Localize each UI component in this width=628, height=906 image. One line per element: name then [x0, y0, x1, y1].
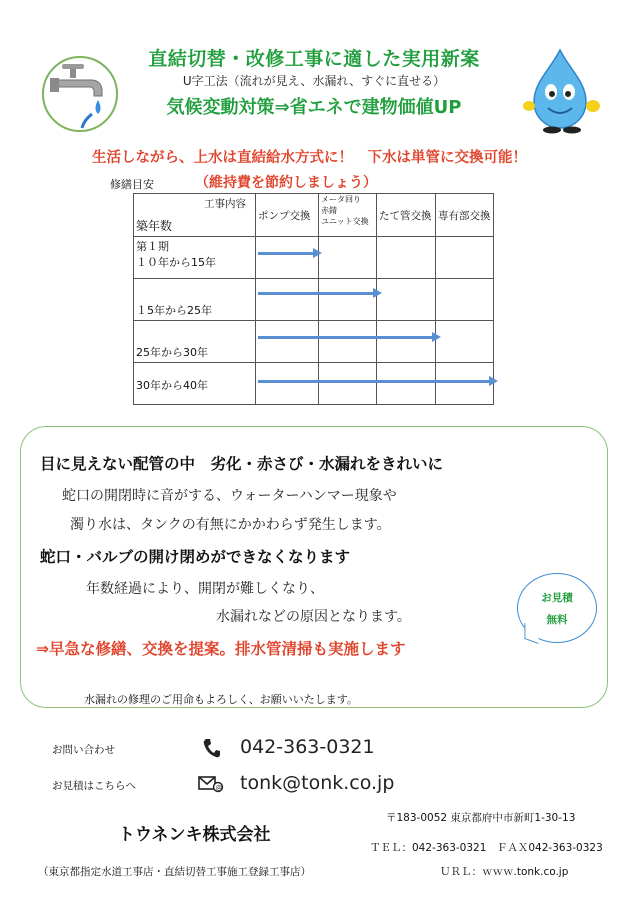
panel-proposal: ⇒早急な修繕、交換を提案。排水管清掃も実施します [36, 640, 406, 658]
website-url[interactable]: ＵＲＬ：ｗｗｗ.tonk.co.jp [440, 866, 569, 878]
page-subtitle: U字工法（流れが見え、水漏れ、すぐに直せる） [182, 74, 446, 88]
svg-text:@: @ [215, 783, 223, 792]
column-header-meter: メータ回り 赤錆 ユニット交換 [319, 194, 377, 237]
panel-text-2b: 水漏れなどの原因となります。 [216, 609, 411, 625]
schedule-arrow-period-4 [258, 380, 490, 383]
table-corner-cell [134, 194, 256, 237]
row-years-label: 25年から30年 [136, 346, 208, 359]
table-row [134, 279, 494, 321]
column-header-riser: たて管交換 [377, 194, 436, 237]
row-period-label: 第１期 [136, 240, 169, 253]
badge-line-2: 無料 [546, 614, 568, 626]
row-years-label: １０年から15年 [136, 256, 216, 269]
panel-heading-1: 目に見えない配管の中 劣化・赤さび・水漏れをきれいに [40, 455, 444, 473]
corner-top-label: 工事内容 [204, 198, 246, 210]
row-years-label: １5年から25年 [136, 304, 212, 317]
page-title: 直結切替・改修工事に適した実用新案 [148, 48, 480, 70]
company-name: トウネンキ株式会社 [118, 825, 271, 845]
intro-note: （維持費を節約しましょう） [195, 175, 377, 191]
corner-bottom-label: 築年数 [136, 219, 173, 233]
registration-note: （東京都指定水道工事店・直結切替工事施工登録工事店） [38, 866, 311, 878]
panel-text-1a: 蛇口の開閉時に音がする、ウォーターハンマー現象や [62, 488, 397, 504]
badge-line-1: お見積 [541, 592, 573, 604]
request-note: 水漏れの修理のご用命もよろしく、お願いいたします。 [84, 693, 358, 706]
column-header-pump: ポンプ交換 [256, 194, 319, 237]
schedule-arrow-period-3 [258, 336, 433, 339]
intro-line: 生活しながら、上水は直結給水方式に！ 下水は単管に交換可能！ [92, 150, 527, 166]
repair-schedule-table [133, 193, 494, 405]
panel-heading-2: 蛇口・バルブの開け閉めができなくなります [40, 548, 351, 566]
phone-number[interactable]: 042-363-0321 [240, 736, 375, 758]
row-years-label: 30年から40年 [136, 379, 208, 392]
free-estimate-badge [517, 573, 597, 643]
schedule-arrow-period-2 [258, 292, 374, 295]
inquiry-label: お問い合わせ [52, 744, 115, 756]
table-header-row [134, 194, 494, 237]
table-caption: 修繕目安 [110, 178, 154, 191]
table-row [134, 363, 494, 405]
schedule-arrow-period-1 [258, 252, 314, 255]
email-address[interactable]: tonk@tonk.co.jp [240, 772, 395, 794]
company-address: 〒183-0052 東京都府中市新町1-30-13 [386, 812, 576, 824]
panel-text-1b: 濁り水は、タンクの有無にかかわらず発生します。 [70, 517, 391, 533]
estimate-label: お見積はこちらへ [52, 780, 136, 792]
column-header-private: 専有部交換 [436, 194, 494, 237]
page-slogan: 気候変動対策⇒省エネで建物価値UP [166, 97, 462, 118]
phone-icon [202, 738, 220, 758]
mail-icon [198, 775, 224, 793]
tel-fax: ＴＥＬ：042-363-0321 ＦＡＸ042-363-0323 [370, 842, 603, 854]
panel-text-2a: 年数経過により、開閉が難しくなり、 [86, 581, 324, 597]
